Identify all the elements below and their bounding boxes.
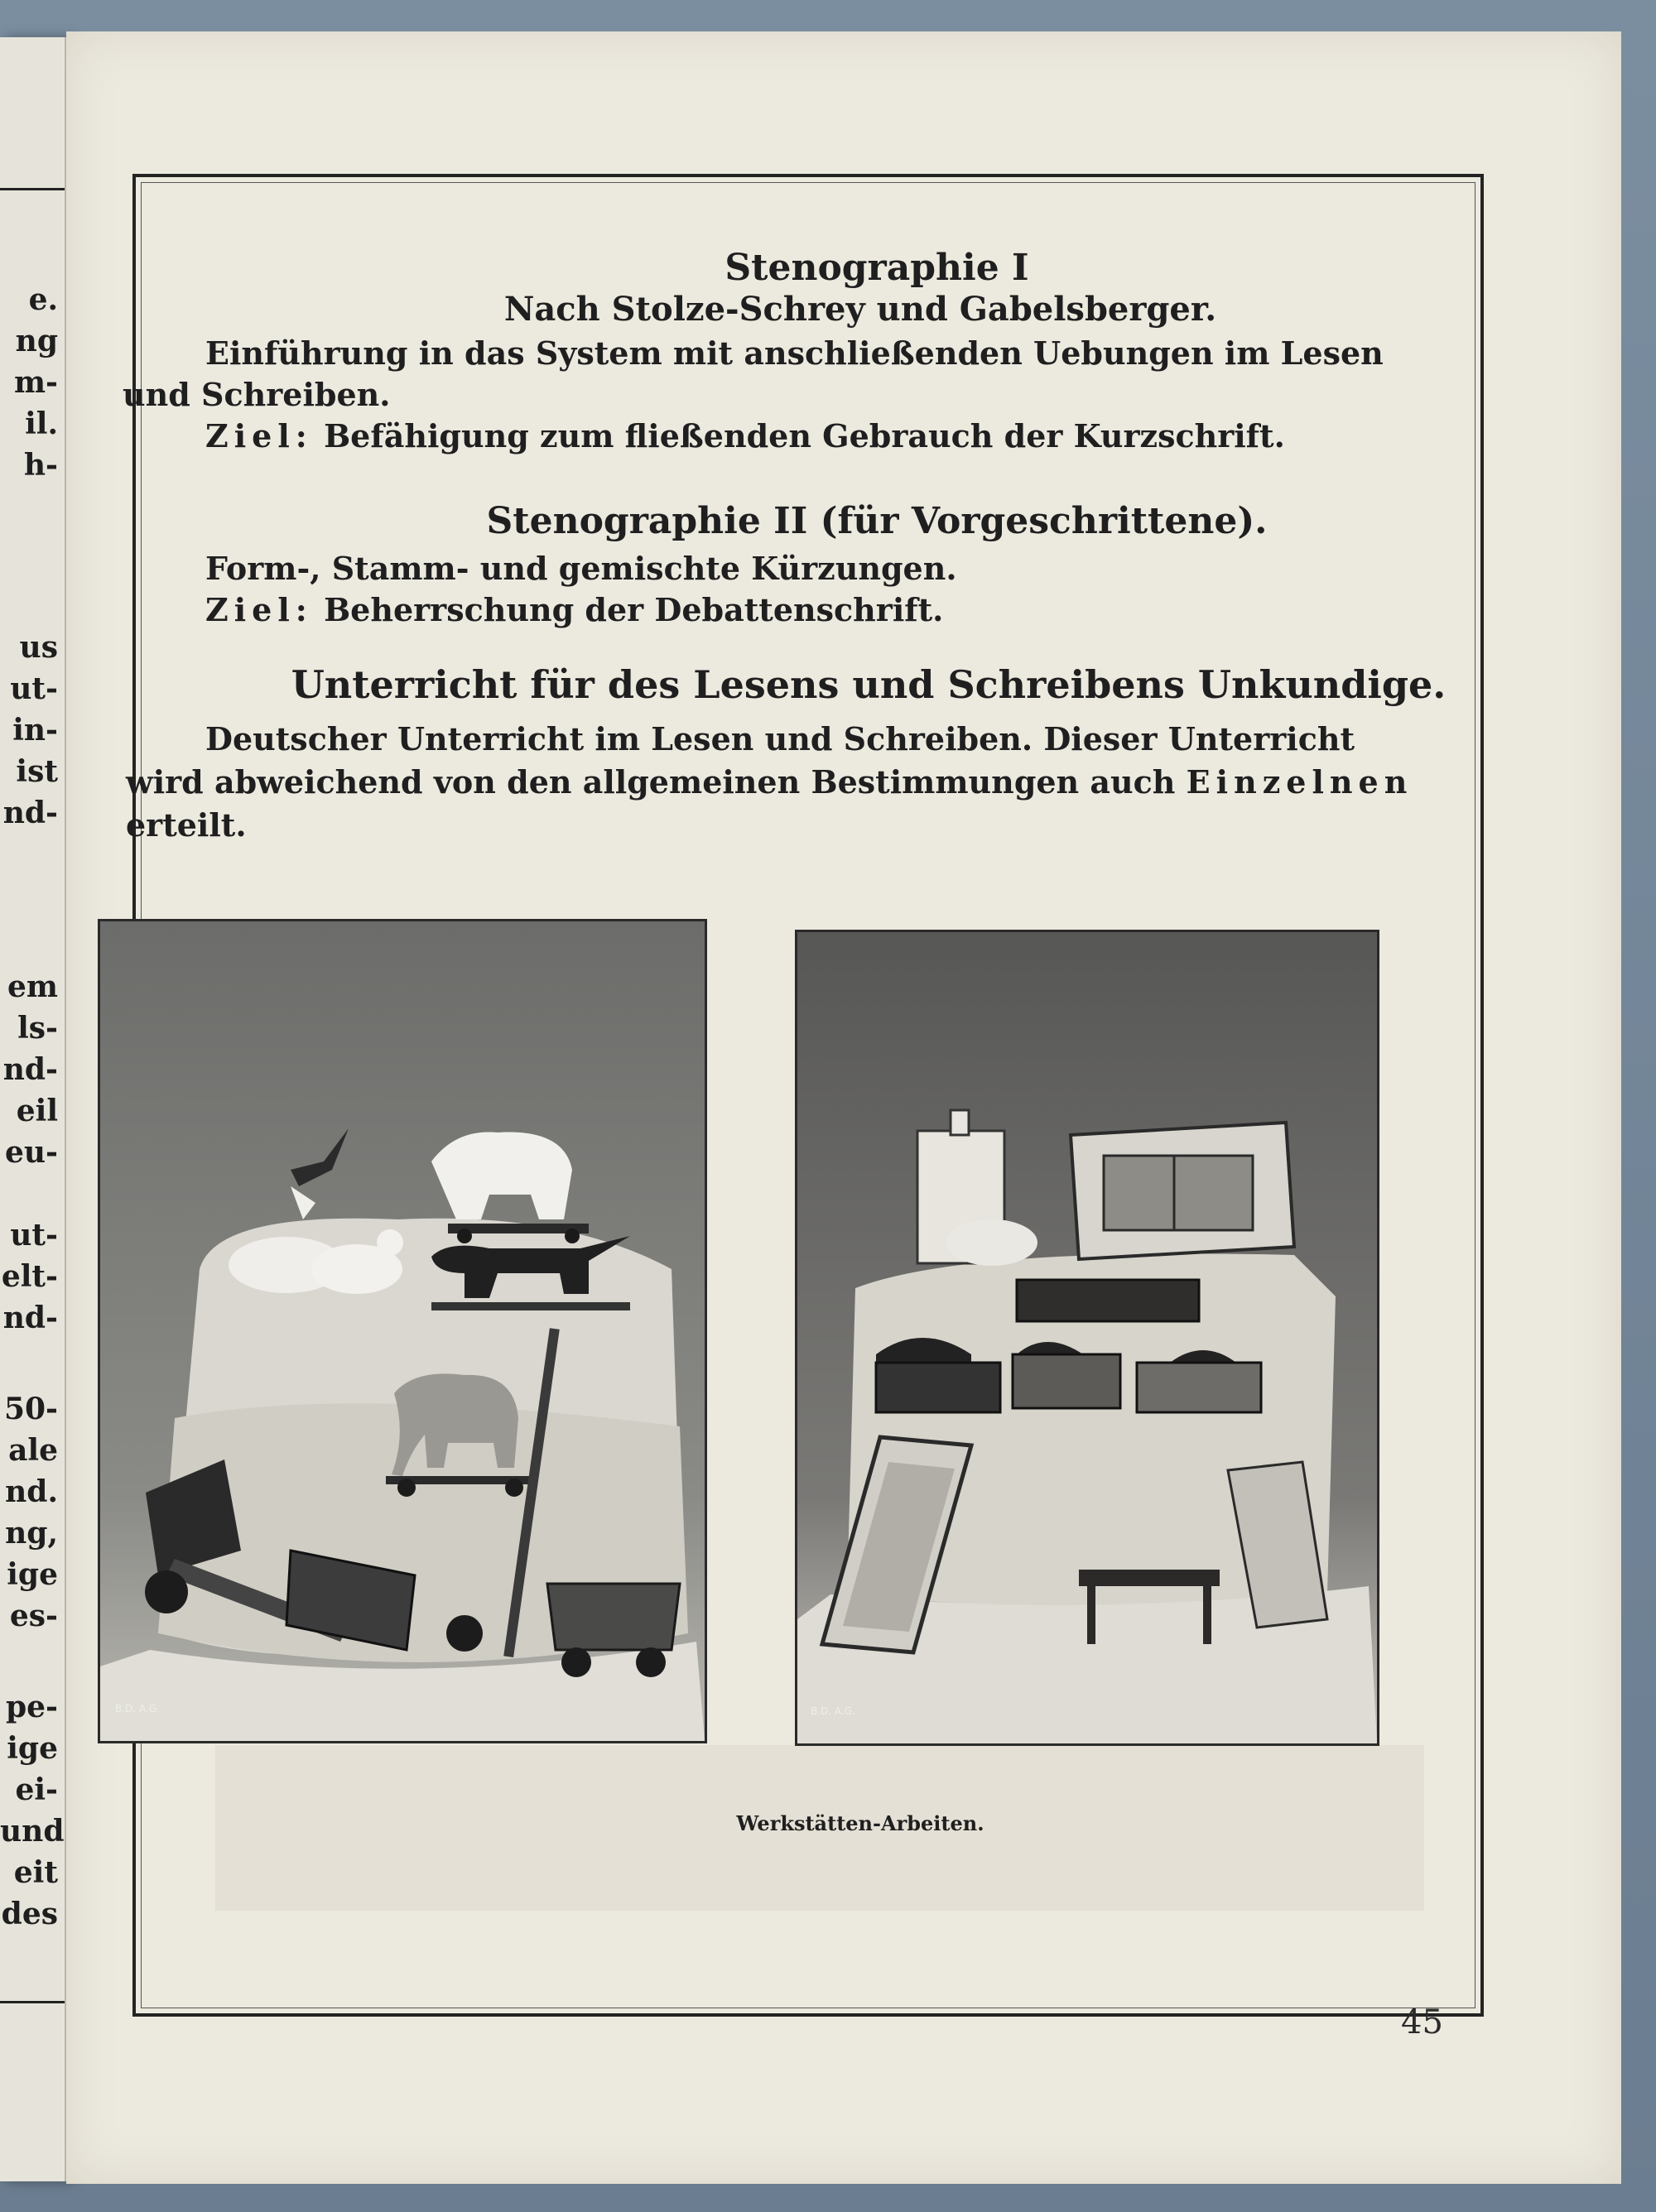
left-page-rule-top	[0, 188, 65, 190]
paragraph-line: und Schreiben.	[123, 376, 391, 413]
photo-mark-right: B.D. A.G.	[811, 1705, 855, 1717]
page-number: 45	[1401, 2003, 1443, 2041]
left-page-fragment: ei-	[15, 1772, 58, 1807]
section-title-stenographie-1: Stenographie I	[724, 247, 1029, 289]
paragraph-line: Einführung in das System mit anschließenden Uebungen im Lesen	[205, 334, 1384, 372]
left-page-fragment: us	[19, 630, 58, 665]
left-page-rule-bottom	[0, 2001, 65, 2003]
goal-text: Befähigung zum fließenden Gebrauch der Kurzschrift.	[324, 417, 1285, 454]
paragraph-line	[126, 763, 1413, 801]
photo-wooden-toys	[98, 919, 707, 1743]
goal-label: Ziel:	[205, 417, 313, 454]
left-page-edge	[0, 37, 70, 2181]
book-page	[66, 31, 1621, 2184]
goal-text: Beherrschung der Debattenschrift.	[324, 591, 944, 628]
left-page-fragment: und	[0, 1814, 65, 1849]
figure-caption: Werkstätten-Arbeiten.	[736, 1811, 984, 1835]
left-page-fragment: h-	[23, 448, 58, 483]
left-page-fragment: elt-	[1, 1259, 58, 1294]
section-subtitle: Nach Stolze-Schrey und Gabelsberger.	[503, 290, 1217, 329]
paragraph-line: Deutscher Unterricht im Lesen und Schreiben. Dieser Unterricht	[205, 720, 1355, 757]
left-page-fragment: ige	[7, 1731, 58, 1766]
left-page-fragment: ale	[8, 1433, 58, 1468]
left-page-fragment: ut-	[10, 1218, 58, 1253]
left-page-fragment: eit	[13, 1855, 58, 1890]
left-page-fragment: in-	[12, 713, 58, 748]
left-page-fragment: m-	[13, 365, 58, 400]
left-page-fragment: ige	[7, 1557, 58, 1592]
left-page-fragment: nd-	[2, 1301, 58, 1335]
left-page-fragment: ut-	[10, 671, 58, 706]
left-page-fragment: ls-	[17, 1011, 58, 1046]
left-page-fragment: pe-	[5, 1690, 58, 1724]
left-page-fragment: es-	[9, 1599, 58, 1633]
photo-wooden-toys-image	[100, 921, 705, 1741]
paragraph-text: wird abweichend von den allgemeinen Bestimmungen auch	[126, 763, 1176, 801]
photo-wooden-boxes-image	[797, 932, 1377, 1743]
left-page-fragment: des	[1, 1897, 58, 1931]
goal-line	[205, 417, 1285, 454]
emphasized-word: Einzelnen	[1186, 763, 1413, 801]
left-page-fragment: ist	[16, 754, 58, 789]
left-page-fragment: il.	[25, 406, 58, 441]
left-page-fragment: nd-	[2, 1052, 58, 1087]
goal-line	[205, 591, 943, 628]
left-page-fragment: nd.	[5, 1474, 58, 1509]
left-page-fragment: em	[7, 969, 58, 1004]
left-page-fragment: ng	[15, 324, 58, 358]
left-page-fragment: eu-	[4, 1135, 58, 1170]
left-page-fragment: ng,	[5, 1516, 58, 1551]
left-page-fragment: e.	[28, 282, 58, 317]
section-title-unterricht: Unterricht für des Lesens und Schreibens Unkundige.	[291, 662, 1447, 707]
left-page-fragment: eil	[16, 1094, 58, 1128]
photo-mark-left: B.D. A.G.	[115, 1703, 160, 1714]
section-title-stenographie-2: Stenographie II (für Vorgeschrittene).	[486, 500, 1268, 542]
paragraph-line: Form-, Stamm- und gemischte Kürzungen.	[205, 550, 957, 587]
left-page-fragment: 50-	[3, 1392, 58, 1426]
paragraph-line: erteilt.	[126, 806, 247, 844]
photo-wooden-boxes	[795, 930, 1379, 1746]
goal-label: Ziel:	[205, 591, 313, 628]
left-page-fragment: nd-	[2, 796, 58, 830]
